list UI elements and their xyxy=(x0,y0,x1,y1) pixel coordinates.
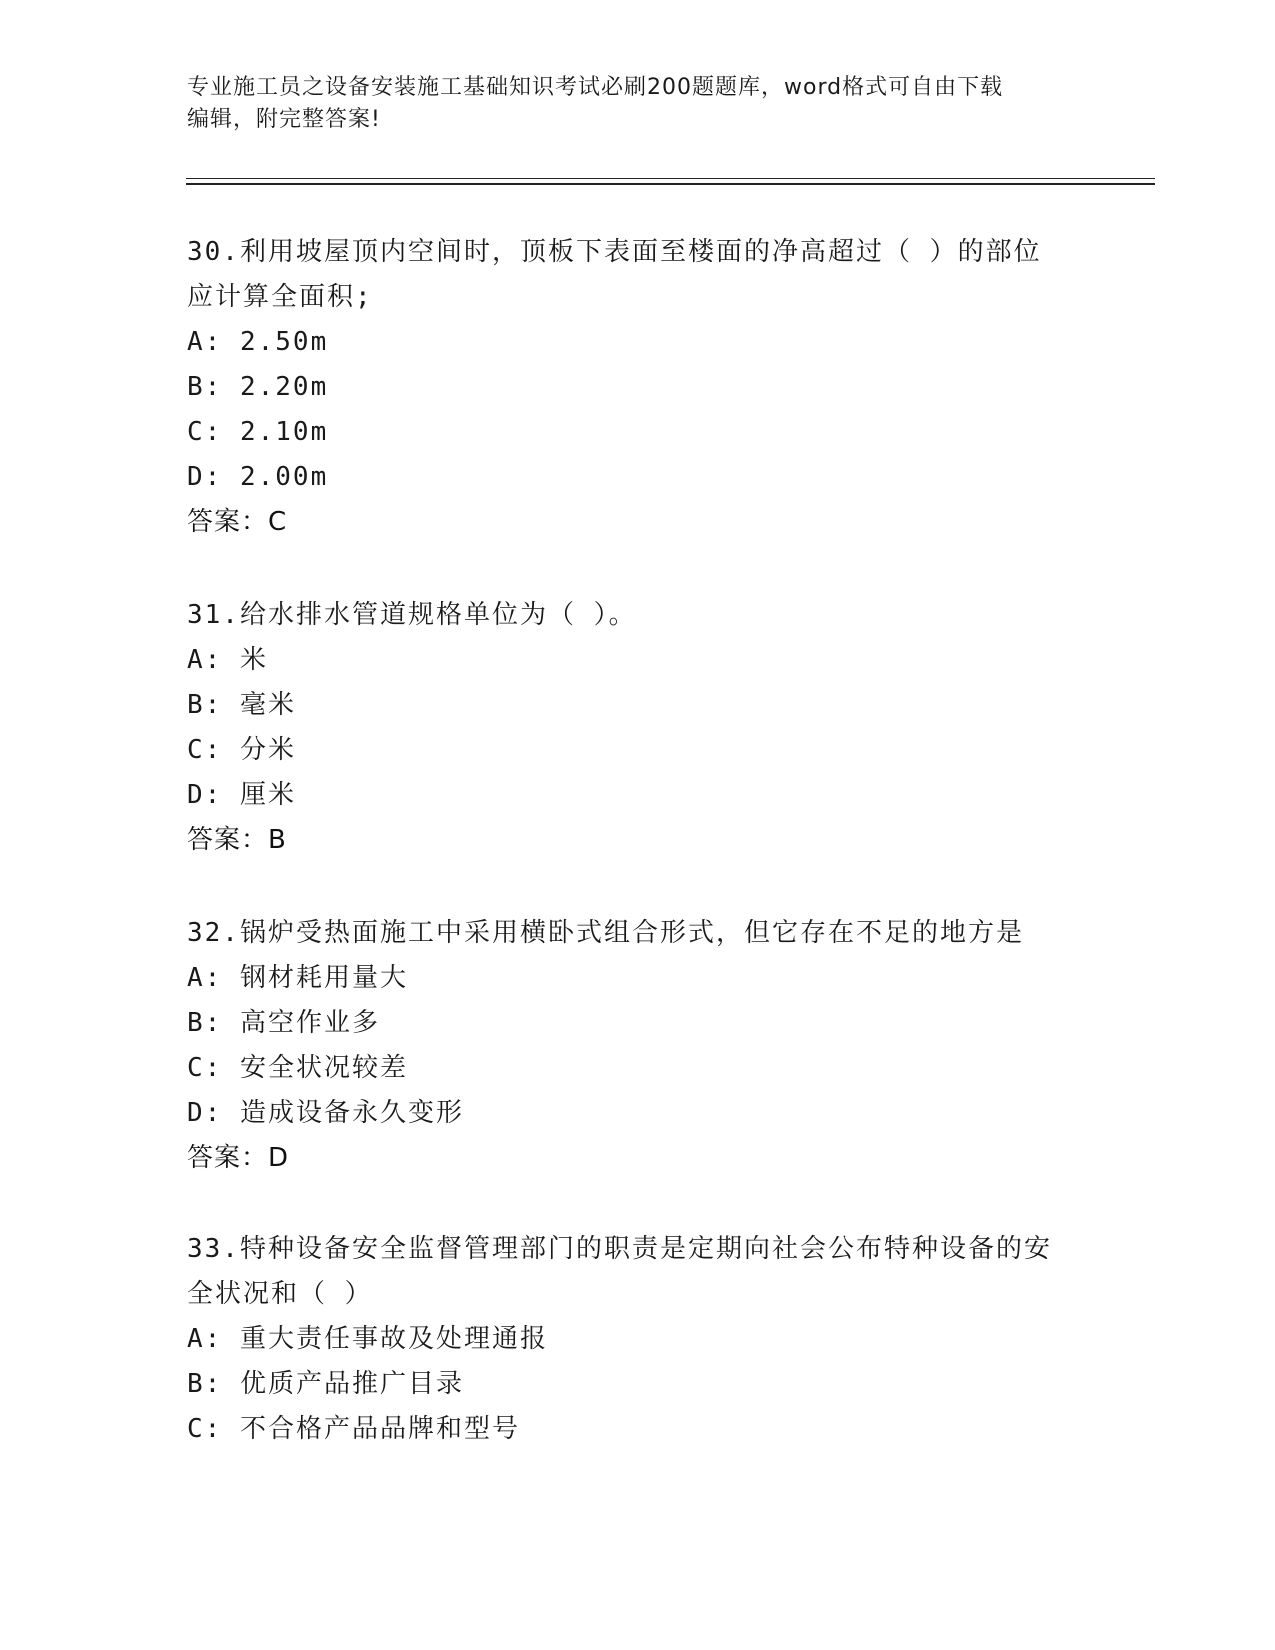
question-stem-line: 33.特种设备安全监督管理部门的职责是定期向社会公布特种设备的安 xyxy=(187,1234,1052,1264)
question-33 xyxy=(187,1227,1087,1452)
option-a: A: 米 xyxy=(187,645,268,675)
question-32 xyxy=(187,911,1087,1181)
option-c: C: 安全状况较差 xyxy=(187,1053,408,1083)
option-d: D: 2.00m xyxy=(187,462,329,492)
header-rule-thin xyxy=(186,178,1155,179)
question-stem-line: 应计算全面积; xyxy=(187,282,373,312)
question-stem-line: 32.锅炉受热面施工中采用横卧式组合形式，但它存在不足的地方是 xyxy=(187,918,1024,948)
header-line-2: 编辑，附完整答案! xyxy=(187,107,381,132)
option-a: A: 重大责任事故及处理通报 xyxy=(187,1324,548,1354)
option-a: A: 2.50m xyxy=(187,327,329,357)
option-c: C: 2.10m xyxy=(187,417,329,447)
option-a: A: 钢材耗用量大 xyxy=(187,963,408,993)
option-b: B: 2.20m xyxy=(187,372,329,402)
question-stem-line: 31.给水排水管道规格单位为（ ）。 xyxy=(187,600,637,630)
header-line-1: 专业施工员之设备安装施工基础知识考试必刷200题题库，word格式可自由下载 xyxy=(187,75,1004,100)
document-header xyxy=(187,72,1067,136)
question-31 xyxy=(187,593,1087,863)
option-b: B: 优质产品推广目录 xyxy=(187,1369,464,1399)
question-stem-line: 30.利用坡屋顶内空间时，顶板下表面至楼面的净高超过（ ）的部位 xyxy=(187,237,1042,267)
question-stem-line: 全状况和（ ） xyxy=(187,1279,373,1309)
option-b: B: 毫米 xyxy=(187,690,296,720)
answer: 答案：B xyxy=(187,825,287,855)
header-rule-thick xyxy=(186,183,1155,185)
option-c: C: 分米 xyxy=(187,735,296,765)
option-d: D: 造成设备永久变形 xyxy=(187,1098,464,1128)
option-b: B: 高空作业多 xyxy=(187,1008,380,1038)
question-30 xyxy=(187,230,1087,545)
answer: 答案：C xyxy=(187,507,288,537)
option-c: C: 不合格产品品牌和型号 xyxy=(187,1414,520,1444)
answer: 答案：D xyxy=(187,1143,290,1173)
option-d: D: 厘米 xyxy=(187,780,296,810)
